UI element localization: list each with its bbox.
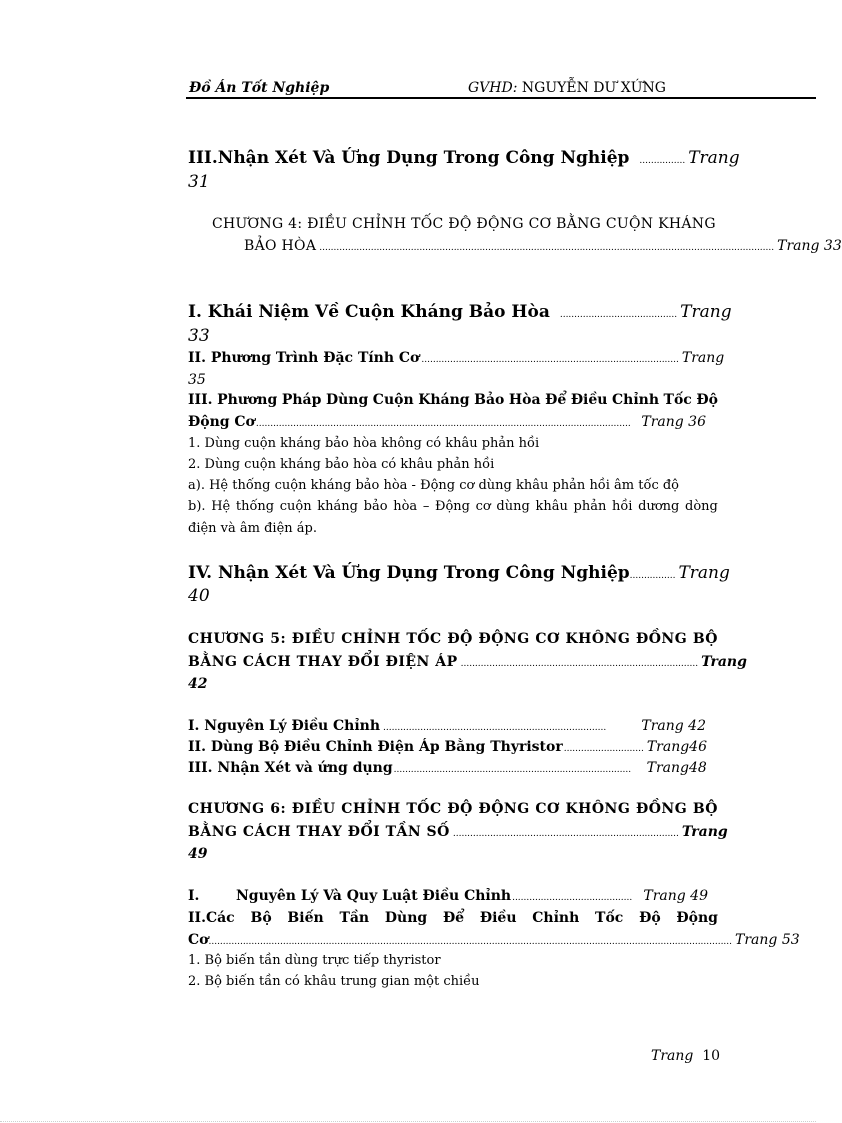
word: Động	[676, 910, 718, 926]
toc-entry-ch4-s1	[188, 302, 732, 322]
word: Cuộn	[372, 392, 414, 408]
toc-entry-number: I.	[188, 888, 200, 904]
word: Phương	[217, 392, 278, 408]
word: dòng	[685, 499, 718, 514]
word: Tốc	[595, 910, 624, 926]
word: ĐỘNG	[478, 801, 530, 817]
toc-entry-ch6-s2-line2	[188, 932, 800, 948]
word: CƠ	[535, 801, 560, 817]
word: ĐỘ	[447, 801, 473, 817]
toc-page-number: 35	[188, 372, 206, 388]
word: Độ	[696, 392, 718, 408]
word: ĐỒNG	[635, 631, 688, 647]
toc-entry-title: I. Khái Niệm Về Cuộn Kháng Bảo Hòa	[188, 302, 550, 322]
toc-page: Trang 49	[643, 888, 708, 904]
toc-page-number: 49	[188, 846, 208, 862]
word: CHƯƠNG	[188, 801, 265, 817]
word: Biến	[287, 910, 324, 926]
word: KHÔNG	[565, 631, 631, 647]
footer-rule	[0, 1121, 816, 1122]
leader-dots: ..............................................................................	[383, 723, 607, 733]
toc-page: Trang48	[646, 760, 707, 776]
leader-dots: ............................	[563, 744, 644, 754]
word: Chỉnh	[612, 392, 659, 408]
toc-entry-title-cont: Động Cơ	[188, 414, 255, 430]
word: III.	[188, 392, 213, 408]
supervisor-label: GVHD:	[468, 80, 518, 96]
word: CHỈNH	[341, 631, 401, 647]
toc-entry-ch4-s4	[188, 563, 730, 583]
toc-page-number: 42	[188, 676, 208, 692]
word: dùng	[496, 499, 530, 514]
word: Tốc	[663, 392, 692, 408]
word: KHÔNG	[565, 801, 631, 817]
toc-entry-title-cont: Cơ	[188, 932, 209, 948]
word: hòa	[393, 499, 418, 514]
word: ĐỘNG	[478, 631, 530, 647]
list-item: 2. Dùng cuộn kháng bảo hòa có khâu phản hồi	[188, 457, 495, 472]
word: Pháp	[281, 392, 322, 408]
word: Hòa	[508, 392, 541, 408]
word: kháng	[317, 499, 358, 514]
word: phản	[573, 499, 607, 514]
word: Điều	[479, 910, 517, 926]
chapter-6-heading-line1	[188, 801, 718, 817]
chapter-4-heading-line2	[244, 238, 842, 254]
chapter-4-heading-line1: CHƯƠNG 4: ĐIỀU CHỈNH TỐC ĐỘ ĐỘNG CƠ BẰNG CUỘN KHÁNG	[212, 216, 716, 232]
word: Bộ	[250, 910, 272, 926]
word: Hệ	[211, 499, 231, 514]
word: Độ	[639, 910, 661, 926]
chapter-6-heading-cont: BẰNG CÁCH THAY ĐỔI TẦN SỐ	[188, 824, 450, 840]
word: khâu	[535, 499, 568, 514]
leader-dots: ..........................................................................................	[421, 355, 679, 365]
toc-entry-title: II. Phương Trình Đặc Tính Cơ	[188, 350, 420, 366]
word: Để	[442, 910, 465, 926]
toc-entry-ch4-s3-line2	[188, 414, 706, 430]
toc-page-label: Trang	[681, 350, 725, 366]
header-rule	[186, 97, 816, 99]
toc-page: Trang 33	[777, 238, 842, 254]
word: TỐC	[406, 631, 442, 647]
supervisor-name: NGUYỄN DƯ XỨNG	[521, 80, 666, 96]
toc-page: Trang 36	[641, 414, 706, 430]
word: Dùng	[384, 910, 428, 926]
toc-entry-ch4-s3-line1	[188, 392, 718, 408]
header-supervisor	[468, 80, 666, 96]
leader-dots: ...............................................................................	[452, 829, 679, 839]
word: cơ	[475, 499, 491, 514]
toc-page-number: 40	[188, 586, 210, 606]
word: ĐỘ	[447, 631, 473, 647]
word: ĐỒNG	[635, 801, 688, 817]
list-item: 1. Dùng cuộn kháng bảo hòa không có khâu phản hồi	[188, 436, 540, 451]
toc-entry-ch5-s1	[188, 718, 706, 734]
word: CHƯƠNG	[188, 631, 265, 647]
leader-dots: ...................................................................................	[460, 659, 699, 669]
toc-entry-ch6-s1	[188, 888, 708, 904]
chapter-4-heading-cont: BẢO HÒA	[244, 238, 317, 254]
word: Động	[434, 499, 470, 514]
word: Bảo	[474, 392, 505, 408]
word: CHỈNH	[341, 801, 401, 817]
word: CƠ	[535, 631, 560, 647]
word: thống	[235, 499, 275, 514]
word: 5:	[270, 631, 287, 647]
toc-entry-title: III. Nhận Xét và ứng dụng	[188, 760, 393, 776]
toc-entry-ch5-s3	[188, 760, 706, 776]
toc-page-number: 33	[188, 326, 210, 346]
word: II.Các	[188, 910, 235, 926]
leader-dots: ...................................................................................................................................	[255, 419, 631, 429]
word: Tần	[339, 910, 370, 926]
toc-entry-title: I. Nguyên Lý Điều Chỉnh	[188, 718, 381, 734]
word: Chỉnh	[532, 910, 580, 926]
word: TỐC	[406, 801, 442, 817]
leader-dots: .......................................................................................................................................................................................	[208, 937, 733, 947]
chapter-5-heading-cont: BẰNG CÁCH THAY ĐỔI ĐIỆN ÁP	[188, 654, 458, 670]
toc-page: Trang46	[646, 739, 707, 755]
toc-page: Trang 53	[735, 932, 800, 948]
leader-dots: ................	[629, 571, 676, 581]
toc-entry-ch5-s2	[188, 739, 706, 755]
chapter-6-heading-line2	[188, 824, 728, 840]
word: Điều	[570, 392, 608, 408]
list-item-b-line1	[188, 499, 718, 514]
list-item: 2. Bộ biến tần có khâu trung gian một chiều	[188, 974, 480, 989]
toc-entry-ch6-s2-line1	[188, 910, 718, 926]
word: Kháng	[418, 392, 470, 408]
list-item: 1. Bộ biến tần dùng trực tiếp thyristor	[188, 953, 441, 968]
toc-entry-title: IV. Nhận Xét Và Ứng Dụng Trong Công Nghiệp	[188, 563, 630, 583]
word: BỘ	[692, 631, 718, 647]
leader-dots: ...................................................................................	[393, 765, 632, 775]
toc-entry-ch3-s3	[188, 148, 740, 168]
toc-entry-title: Nguyên Lý Và Quy Luật Điều Chỉnh	[236, 888, 512, 904]
word: bảo	[363, 499, 388, 514]
word: cuộn	[279, 499, 312, 514]
toc-page-label: Trang	[680, 302, 732, 322]
leader-dots: ..........................................	[512, 893, 633, 903]
word: 6:	[270, 801, 287, 817]
word: ĐIỀU	[291, 631, 336, 647]
toc-entry-title: II. Dùng Bộ Điều Chỉnh Điện Áp Bằng Thyristor	[188, 739, 563, 755]
word: b).	[188, 499, 206, 514]
toc-page-label: Trang	[688, 148, 740, 168]
word: –	[422, 499, 430, 514]
word: Dùng	[325, 392, 369, 408]
toc-page-label: Trang	[681, 824, 728, 840]
toc-page: Trang 42	[641, 718, 706, 734]
header-title: Đồ Án Tốt Nghiệp	[189, 80, 330, 96]
list-item-b-line2: điện và âm điện áp.	[188, 521, 317, 536]
page-number-label: Trang	[651, 1048, 694, 1064]
toc-page-label: Trang	[678, 563, 730, 583]
leader-dots: .........................................	[559, 310, 678, 320]
page-number-value: 10	[702, 1048, 721, 1064]
word: Để	[545, 392, 567, 408]
word: BỘ	[692, 801, 718, 817]
leader-dots: ................	[639, 156, 686, 166]
page-number	[651, 1048, 720, 1064]
toc-page-number: 31	[188, 172, 210, 192]
chapter-5-heading-line2	[188, 654, 747, 670]
chapter-5-heading-line1	[188, 631, 718, 647]
toc-entry-title: III.Nhận Xét Và Ứng Dụng Trong Công Nghiệp	[188, 148, 630, 168]
toc-page-label: Trang	[701, 654, 747, 670]
word: ĐIỀU	[291, 801, 336, 817]
list-item: a). Hệ thống cuộn kháng bảo hòa - Động cơ dùng khâu phản hồi âm tốc độ	[188, 478, 680, 493]
toc-entry-ch4-s2	[188, 350, 725, 366]
leader-dots: ...............................................................................................................................................................	[319, 243, 775, 253]
word: hồi	[611, 499, 633, 514]
word: dương	[638, 499, 680, 514]
